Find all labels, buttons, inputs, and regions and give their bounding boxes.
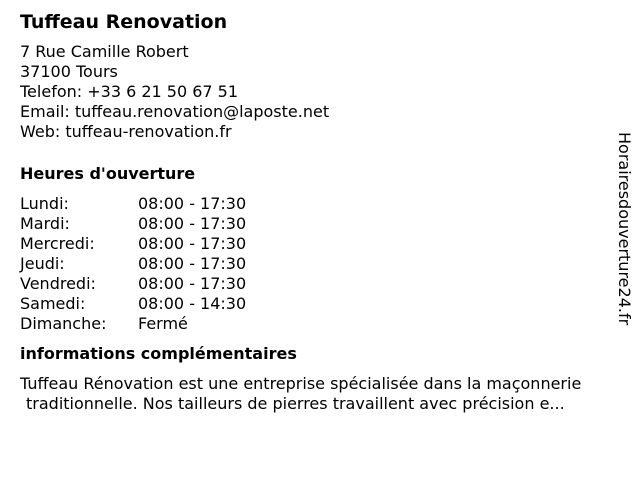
hours-row-wednesday <box>20 234 610 254</box>
day-label: Vendredi: <box>20 274 96 293</box>
hours-heading: Heures d'ouverture <box>20 164 196 183</box>
day-label: Lundi: <box>20 194 69 213</box>
description <box>20 374 620 414</box>
hours-row-monday <box>20 194 610 214</box>
business-card <box>20 10 610 414</box>
day-label: Samedi: <box>20 294 86 313</box>
day-label: Mardi: <box>20 214 70 233</box>
day-label: Dimanche: <box>20 314 107 333</box>
watermark-text: Horairesdouverture24.fr <box>615 132 634 326</box>
time-value: 08:00 - 17:30 <box>138 194 247 213</box>
address-street: 7 Rue Camille Robert <box>20 42 189 61</box>
time-value: 08:00 - 17:30 <box>138 254 247 273</box>
web-line: Web: tuffeau-renovation.fr <box>20 122 232 141</box>
hours-table <box>20 194 610 334</box>
phone-line: Telefon: +33 6 21 50 67 51 <box>20 82 239 101</box>
day-label: Jeudi: <box>20 254 65 273</box>
hours-row-sunday <box>20 314 610 334</box>
address-city: 37100 Tours <box>20 62 118 81</box>
day-label: Mercredi: <box>20 234 95 253</box>
hours-row-thursday <box>20 254 610 274</box>
description-line: Tuffeau Rénovation est une entreprise spécialisée dans la maçonnerie <box>20 374 582 393</box>
hours-row-saturday <box>20 294 610 314</box>
description-line: traditionnelle. Nos tailleurs de pierres travaillent avec précision e... <box>26 394 565 413</box>
time-value: Fermé <box>138 314 188 333</box>
watermark <box>612 132 636 344</box>
time-value: 08:00 - 14:30 <box>138 294 247 313</box>
email-line: Email: tuffeau.renovation@laposte.net <box>20 102 330 121</box>
time-value: 08:00 - 17:30 <box>138 214 247 233</box>
hours-row-tuesday <box>20 214 610 234</box>
time-value: 08:00 - 17:30 <box>138 274 247 293</box>
hours-row-friday <box>20 274 610 294</box>
info-heading: informations complémentaires <box>20 344 297 363</box>
business-name: Tuffeau Renovation <box>20 11 228 33</box>
time-value: 08:00 - 17:30 <box>138 234 247 253</box>
